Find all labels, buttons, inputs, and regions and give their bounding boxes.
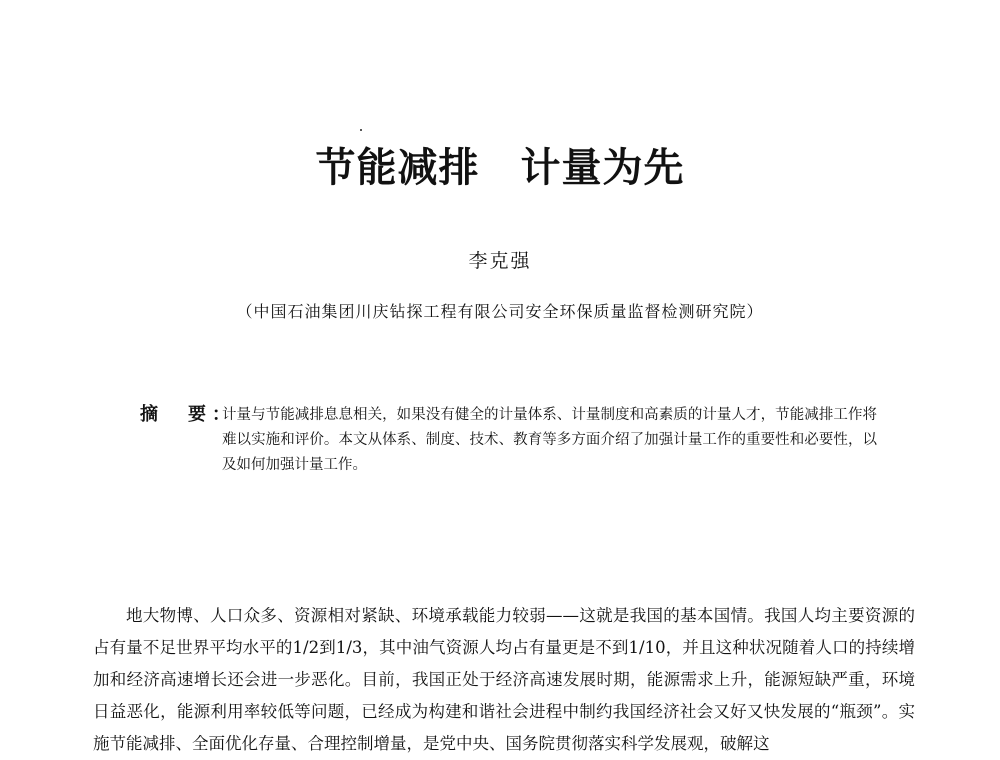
abstract-label: 摘 要：: [140, 404, 236, 425]
article-title: 节能减排 计量为先: [315, 145, 685, 191]
scan-dot-mark: [360, 129, 362, 131]
author-affiliation: （中国石油集团川庆钻探工程有限公司安全环保质量监督检测研究院）: [236, 302, 764, 321]
abstract-text: 计量与节能减排息息相关，如果没有健全的计量体系、计量制度和高素质的计量人才，节能减排工作将难以实施和评价。本文从体系、制度、技术、教育等多方面介绍了加强计量工作的重要性和必要性，以及如何加强计量工作。: [222, 407, 877, 473]
article-author: 李克强: [468, 250, 532, 272]
body-paragraph: 地大物博、人口众多、资源相对紧缺、环境承载能力较弱——这就是我国的基本国情。我国人均主要资源的占有量不足世界平均水平的1/2到1/3，其中油气资源人均占有量更是不到1/10，并且这种状况随着人口的持续增加和经济高速增长还会进一步恶化。目前，我国正处于经济高速发展时期，能源需求上升，能源短缺严重，环境日益恶化，能源利用率较低等问题，已经成为构建和谐社会进程中制约我国经济社会又好又快发展的“瓶颈”。实施节能减排、全面优化存量、合理控制增量，是党中央、国务院贯彻落实科学发展观，破解这: [93, 606, 915, 753]
